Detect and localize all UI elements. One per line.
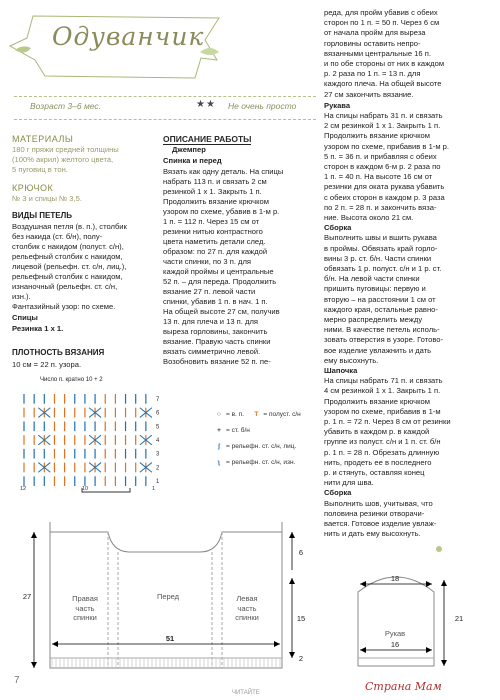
- total-height-measure: 27: [22, 592, 32, 601]
- description-line: набрать 113 п. и связать 2 см: [163, 177, 267, 186]
- chart-top-label: Число п. кратно 10 + 2: [40, 377, 103, 383]
- sc-symbol: +: [217, 427, 221, 434]
- fancy-pattern: Фантазийный узор: по схеме.: [12, 302, 116, 311]
- back-front-subheading: Спинка и перед: [163, 156, 222, 165]
- text-line: вое изделие увлажнить и дать: [324, 345, 432, 355]
- hook-heading: КРЮЧОК: [12, 183, 54, 193]
- text-line: пришить пуговицы: первую и: [324, 284, 426, 294]
- text-line: р. 1 п. = 72 п. Через 8 см от резинки: [324, 417, 451, 426]
- materials-line: 5 пуговиц в тон.: [12, 165, 68, 174]
- materials-line: (100% акрил) желтого цвета,: [12, 155, 114, 164]
- back-post-symbol: ʅ: [217, 459, 221, 466]
- divider: [14, 119, 316, 120]
- description-line: резинки нитью контрастного: [163, 227, 263, 236]
- description-line: Возобновить вязание 52 п. пе-: [163, 357, 271, 366]
- assembly-heading: Сборка: [324, 223, 352, 233]
- text-line: половина резинки отворачи-: [324, 508, 425, 518]
- hook-value: № 3 и спицы № 3,5.: [12, 194, 82, 203]
- text-line: от начала пройм для выреза: [324, 28, 426, 38]
- armhole-measure: 6: [298, 548, 304, 557]
- decorative-dot: [436, 546, 442, 552]
- text-line: сторон в каждом 6-м р. 2 раза по: [324, 162, 441, 171]
- width-measure: 51: [165, 634, 175, 643]
- text-line: резинки для оката рукава убавить: [324, 182, 445, 192]
- description-line: 1 п. = 112 п. Через 15 см от: [163, 217, 260, 226]
- chart-row-number: 3: [156, 451, 160, 458]
- chart-row-number: 6: [156, 410, 160, 417]
- description-line: узором по схеме, убавив в 1-м р.: [163, 207, 280, 216]
- sleeve-schematic: [340, 570, 452, 682]
- description-line: 13 п. для плеча и 13 п. для: [163, 317, 258, 326]
- text-line: нити для шва.: [324, 478, 374, 488]
- age-label: Возраст 3–6 мес.: [30, 101, 102, 111]
- text-line: 2 см резинкой 1 х 1. Закрыть 1 п.: [324, 121, 441, 131]
- stitches-line: рельефный столбик с накидом,: [12, 252, 123, 261]
- sleeve-heading: Рукава: [324, 100, 351, 110]
- stitches-heading: ВИДЫ ПЕТЕЛЬ: [12, 211, 72, 220]
- chart-row-number: 2: [156, 465, 160, 472]
- stitches-line: Воздушная петля (в. п.), столбик: [12, 222, 127, 231]
- difficulty-stars: ★★: [196, 99, 216, 110]
- stitches-line: рельефный столбик с накидом,: [12, 272, 123, 281]
- page-number: 7: [14, 675, 20, 686]
- text-line: зовать отверстия в узоре. Готово-: [324, 335, 444, 345]
- description-heading: ОПИСАНИЕ РАБОТЫ: [163, 134, 252, 144]
- stitches-line: лицевой (рельефн. ст. с/н, лиц.),: [12, 262, 127, 271]
- text-line: в проймы. Обвязать край горло-: [324, 243, 438, 253]
- text-line: горловины оставить непро-: [324, 38, 421, 48]
- chart-row-number: 4: [156, 438, 160, 444]
- materials-line: 180 г пряжи средней толщины: [12, 145, 119, 154]
- text-line: р. 1 п. = 28 п. Обрезать длинную: [324, 447, 440, 457]
- text-line: вается. Готовое изделие увлаж-: [324, 519, 437, 528]
- final-assembly-heading: Сборка: [324, 488, 352, 498]
- text-line: р. и стянуть, оставляя конец: [324, 468, 425, 477]
- legend-item: + = ст. б/н: [212, 424, 301, 440]
- description-line: вязание 27 п. левой части: [163, 287, 256, 296]
- text-line: 5 п. = 36 п. и прибавляя с обеих: [324, 151, 437, 161]
- chart-row-number: 7: [156, 396, 160, 403]
- gauge-value: 10 см = 22 п. узора.: [12, 360, 82, 369]
- text-line: ние. Высота около 21 см.: [324, 213, 414, 222]
- description-line: части спинки, по 3 п. для: [163, 257, 252, 266]
- description-line: Вязать как одну деталь. На спицы: [163, 167, 284, 176]
- text-line: б/н. На левой части спинки: [324, 274, 420, 284]
- materials-heading: МАТЕРИАЛЫ: [12, 134, 74, 144]
- description-line: 52 п. – для переда. Продолжить: [163, 277, 277, 286]
- text-line: убавить в каждом р. в каждой: [324, 427, 430, 437]
- text-line: На спицы набрать 71 п. и связать: [324, 376, 443, 386]
- sleeve-top-measure: 18: [390, 574, 400, 583]
- gauge-heading: ПЛОТНОСТЬ ВЯЗАНИЯ: [12, 348, 105, 357]
- description-line: Продолжить вязание крючком: [163, 197, 269, 206]
- chain-symbol: ○: [217, 411, 221, 418]
- stitches-line: без накида (ст. б/н), полу-: [12, 232, 103, 241]
- text-line: вторую – на расстоянии 1 см от: [324, 294, 436, 304]
- text-line: вины 3 р. ст. б/н. Части спинки: [324, 253, 432, 263]
- legend-item: ʃ = рельефн. ст. с/н, лиц.: [212, 440, 301, 456]
- sleeve-label: Рукав: [384, 629, 406, 638]
- right-back-label: Правая часть спинки: [72, 594, 98, 622]
- text-line: каждого края, остальные равно-: [324, 304, 438, 314]
- description-line: выреза горловины, закончить: [163, 327, 268, 336]
- text-line: 27 см закончить вязание.: [324, 89, 414, 99]
- text-line: ему высохнуть.: [324, 355, 379, 365]
- knit-heading: Спицы: [12, 313, 38, 322]
- hat-heading: Шапочка: [324, 366, 358, 375]
- chart-row-number: 5: [156, 424, 160, 431]
- description-line: вязание. Правую часть спинки: [163, 337, 271, 346]
- knit-value: Резинка 1 х 1.: [12, 324, 64, 333]
- jumper-subheading: Джемпер: [172, 145, 206, 154]
- front-post-symbol: ʃ: [217, 443, 221, 450]
- text-line: ними. В качестве петель исполь-: [324, 325, 440, 335]
- text-line: каждого плеча. На общей высоте: [324, 79, 442, 89]
- text-line: узором по схеме, прибавив в 1-м р.: [324, 141, 449, 151]
- description-line: вязать симметрично левой.: [163, 347, 261, 356]
- difficulty-label: Не очень просто: [228, 101, 297, 111]
- sleeve-height-measure: 21: [454, 614, 464, 623]
- front-label: Перед: [156, 592, 180, 601]
- text-line: с обеих сторон в каждом р. 3 раза: [324, 192, 445, 202]
- crochet-chart: [12, 384, 162, 494]
- legend-item: ʅ = рельефн. ст. с/н, изн.: [212, 456, 301, 472]
- text-line: по 2 п. = 28 п. и закончить вяза-: [324, 202, 437, 212]
- chart-row-number: 1: [156, 479, 160, 486]
- stitches-line: изн.).: [12, 292, 31, 301]
- half-dc-symbol: T: [254, 411, 259, 418]
- site-watermark: Страна Мам: [365, 680, 442, 693]
- text-line: узором по схеме, прибавив в 1-м: [324, 406, 441, 416]
- text-line: нить, продеть ее в последнего: [324, 457, 432, 467]
- repeat-brace: [82, 488, 130, 492]
- text-line: Выполнить шов, учитывая, что: [324, 498, 433, 508]
- text-line: На спицы набрать 31 п. и связать: [324, 111, 443, 120]
- description-line: образом: по 27 п. для каждой: [163, 247, 268, 256]
- text-line: мерно распределить между: [324, 315, 423, 324]
- text-line: 1 п. = 40 п. На высоте 16 см от: [324, 172, 433, 182]
- description-line: цвета наметить детали след.: [163, 237, 266, 246]
- lower-height-measure: 15: [296, 614, 306, 623]
- chart-column-number: 10: [82, 486, 89, 492]
- page-title: Одуванчик: [52, 22, 205, 51]
- text-line: сторон по 1 п. = 50 п. Через 6 см: [324, 18, 440, 28]
- text-line: реда, для пройм убавив с обеих: [324, 8, 438, 17]
- stitches-line: столбик с накидом (полуст. с/н),: [12, 242, 124, 251]
- text-line: Продолжить вязание крючком: [324, 396, 430, 406]
- stitches-line: изнаночный (рельефн. ст. с/н,: [12, 282, 118, 291]
- rib-height-measure: 2: [298, 654, 304, 663]
- text-line: нить и дать ему высохнуть.: [324, 529, 421, 539]
- text-line: вязанными центральные 16 п.: [324, 48, 431, 58]
- chart-legend: [212, 408, 301, 472]
- left-back-label: Левая часть спинки: [235, 594, 259, 622]
- legend-item: ○ = в. п. T = полуст. с/н: [212, 408, 301, 424]
- text-line: р. 2 раза по 1 п. = 13 п. для: [324, 69, 421, 79]
- description-line: спинки, убавив 1 п. в нач. 1 п.: [163, 297, 268, 306]
- sleeve-bottom-measure: 16: [390, 640, 400, 649]
- text-line: Выполнить швы и вшить рукава: [324, 233, 437, 243]
- description-line: На общей высоте 27 см, получив: [163, 307, 280, 316]
- text-line: группе из полуст. с/н и 1 п. ст. б/н: [324, 437, 441, 447]
- chart-column-number: 12: [20, 486, 27, 492]
- footer-mark: ЧИТАЙТЕ: [232, 690, 260, 696]
- text-line: и по обе стороны от них в каждом: [324, 59, 445, 68]
- text-line: 4 см резинкой 1 х 1. Закрыть 1 п.: [324, 386, 441, 396]
- description-line: резинкой 1 х 1. Закрыть 1 п.: [163, 187, 262, 196]
- description-line: каждой проймы и центральные: [163, 267, 274, 276]
- divider: [14, 96, 316, 97]
- text-line: Продолжить вязание крючком: [324, 131, 430, 141]
- chart-column-number: 1: [152, 486, 156, 492]
- text-line: обвязать 1 р. полуст. с/н и 1 р. ст.: [324, 264, 442, 273]
